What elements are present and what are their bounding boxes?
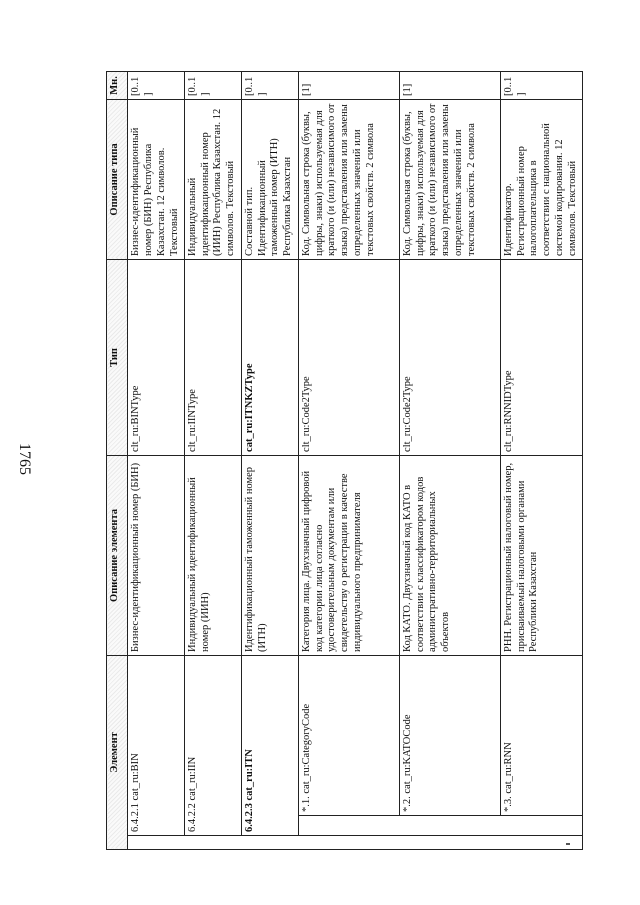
header-type-description: Описание типа [107, 99, 128, 259]
row-number: *.1. [300, 796, 312, 812]
page-number: 1765 [16, 443, 33, 475]
type-name: clt_ru:BINType [128, 259, 185, 455]
row-element [500, 655, 582, 815]
element-description: Идентификационный таможенный номер (ИТН) [241, 455, 298, 655]
type-name: clt_ru:Code2Type [298, 259, 399, 455]
row-number: 6.4.2.3 [243, 803, 255, 832]
element-description: Бизнес-идентификационный номер (БИН) [128, 455, 185, 655]
table-row [184, 71, 241, 849]
element-description: Код КАТО. Двухзначный код КАТО в соответствии с классификатором кодов административно-территориальных объектов [399, 455, 500, 655]
child-indent [298, 816, 582, 836]
header-type: Тип [107, 259, 128, 455]
row-element [241, 655, 298, 835]
type-name: clt_ru:IINType [184, 259, 241, 455]
type-description: Идентификатор. Регистрационный номер налогоплательщика в соответствии с национальной системой кодирования. 12 символов. Текстовый [500, 99, 582, 259]
table-row [298, 71, 399, 849]
element-name: cat_ru:IIN [186, 756, 198, 801]
row-element [399, 655, 500, 815]
multiplicity: [0..1] [500, 71, 582, 99]
table-row [399, 71, 500, 849]
element-name: cat_ru:RNN [502, 742, 514, 794]
multiplicity: [1] [399, 71, 500, 99]
element-name: cat_ru:ITN [243, 749, 255, 801]
table-row [241, 71, 298, 849]
row-element [298, 655, 399, 815]
multiplicity: [1] [298, 71, 399, 99]
type-name: cat_ru:ITNKZType [241, 259, 298, 455]
element-description: Категория лица. Двухзначный цифровой код категории лица согласно удостоверительным документам или свидетельству о регистрации в качестве индивидуального предпринимателя [298, 455, 399, 655]
table-row [128, 71, 185, 849]
type-name: clt_ru:Code2Type [399, 259, 500, 455]
specification-table [106, 71, 583, 850]
element-description: Индивидуальный идентификационный номер (ИИН) [184, 455, 241, 655]
multiplicity: [0..1] [128, 71, 185, 99]
row-element [184, 655, 241, 835]
multiplicity: [0..1] [241, 71, 298, 99]
type-name: clt_ru:RNNIDType [500, 259, 582, 455]
header-multiplicity: Мн. [107, 71, 128, 99]
row-number: 6.4.2.1 [130, 803, 141, 832]
specification-table-container [106, 72, 579, 850]
element-name: cat_ru:KATOCode [401, 714, 413, 794]
type-description: Бизнес-идентификационный номер (БИН) Республика Казахстан. 12 символов. Текстовый [128, 99, 185, 259]
row-number: *.2. [401, 796, 413, 812]
row-element [128, 655, 185, 835]
element-name: cat_ru:BIN [130, 753, 141, 801]
row-number: *.3. [502, 796, 514, 812]
multiplicity: [0..1] [184, 71, 241, 99]
scan-speck [566, 843, 570, 845]
left-gutter [128, 836, 583, 850]
type-description: Индивидуальный идентификационный номер (ИИН) Республика Казахстан. 12 символов. Текстовый [184, 99, 241, 259]
element-name: cat_ru:CategoryCode [300, 703, 312, 794]
table-row [500, 71, 582, 849]
type-description: Код. Символьная строка (буквы, цифры, знаки) используемая для краткого (и (или) независимого от языка) представления или замены определенных значений или текстовых свойств. 2 символа [298, 99, 399, 259]
row-number: 6.4.2.2 [186, 803, 198, 832]
type-description: Код. Символьная строка (буквы, цифры, знаки) используемая для краткого (и (или) независимого от языка) представления или замены определенных значений или текстовых свойств. 2 символа [399, 99, 500, 259]
type-description: Составной тип. Идентификационный таможенный номер (ИТН) Республика Казахстан [241, 99, 298, 259]
element-description: РНН. Регистрационный налоговый номер, присваиваемый налоговыми органами Республики Казахстан [500, 455, 582, 655]
table-header-row [107, 71, 128, 849]
header-element: Элемент [107, 655, 128, 849]
header-element-description: Описание элемента [107, 455, 128, 655]
